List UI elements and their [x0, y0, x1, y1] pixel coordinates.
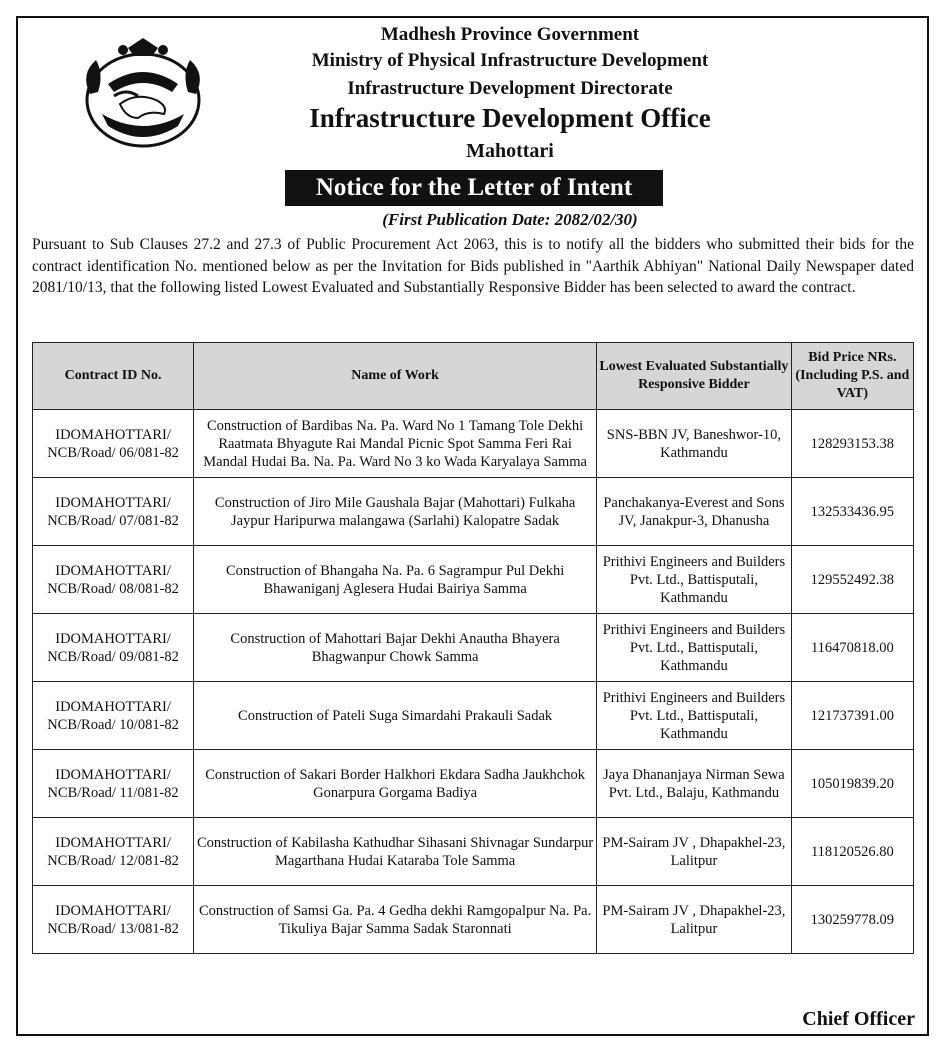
bid-price-cell: 129552492.38 — [791, 546, 913, 614]
work-name-cell: Construction of Jiro Mile Gaushala Bajar (Mahottari) Fulkaha Jaypur Haripurwa malangawa (Sarlahi) Kalopatre Sadak — [194, 478, 597, 546]
table-row — [33, 410, 914, 478]
header-bidder: Lowest Evaluated Substantially Responsive Bidder — [597, 343, 792, 410]
work-name-cell: Construction of Pateli Suga Simardahi Prakauli Sadak — [194, 682, 597, 750]
work-name-cell: Construction of Bardibas Na. Pa. Ward No 1 Tamang Tole Dekhi Raatmata Bhyagute Rai Mandal Picnic Spot Samma Feri Rai Mandal Hudai Ba. Na. Pa. Ward No 3 ko Wada Karyalaya Samma — [194, 410, 597, 478]
district-heading: Mahottari — [466, 140, 554, 162]
table-row — [33, 886, 914, 954]
bidder-cell: Prithivi Engineers and Builders Pvt. Ltd., Battisputali, Kathmandu — [597, 546, 792, 614]
office-heading: Infrastructure Development Office — [309, 103, 711, 133]
bidder-cell: Prithivi Engineers and Builders Pvt. Ltd., Battisputali, Kathmandu — [597, 614, 792, 682]
contract-id-cell: IDOMAHOTTARI/ NCB/Road/ 10/081-82 — [33, 682, 194, 750]
bidder-cell: PM-Sairam JV , Dhapakhel-23, Lalitpur — [597, 818, 792, 886]
work-name-cell: Construction of Samsi Ga. Pa. 4 Gedha dekhi Ramgopalpur Na. Pa. Tikuliya Bajar Samma Sadak Staronnati — [194, 886, 597, 954]
bid-award-table — [32, 342, 914, 954]
header-name-of-work: Name of Work — [194, 343, 597, 410]
contract-id-cell: IDOMAHOTTARI/ NCB/Road/ 13/081-82 — [33, 886, 194, 954]
bid-price-cell: 128293153.38 — [791, 410, 913, 478]
table-row — [33, 682, 914, 750]
work-name-cell: Construction of Sakari Border Halkhori Ekdara Sadha Jaukhchok Gonarpura Gorgama Badiya — [194, 750, 597, 818]
bidder-cell: SNS-BBN JV, Baneshwor-10, Kathmandu — [597, 410, 792, 478]
header-bid-price: Bid Price NRs. (Including P.S. and VAT) — [791, 343, 913, 410]
chief-officer-signoff: Chief Officer — [802, 1008, 915, 1030]
directorate-heading: Infrastructure Development Directorate — [347, 78, 673, 99]
bid-price-cell: 118120526.80 — [791, 818, 913, 886]
bidder-cell: PM-Sairam JV , Dhapakhel-23, Lalitpur — [597, 886, 792, 954]
bid-price-cell: 132533436.95 — [791, 478, 913, 546]
work-name-cell: Construction of Bhangaha Na. Pa. 6 Sagrampur Pul Dekhi Bhawaniganj Aglesera Hudai Bairiya Samma — [194, 546, 597, 614]
notice-title-banner: Notice for the Letter of Intent — [285, 170, 663, 206]
work-name-cell: Construction of Kabilasha Kathudhar Sihasani Shivnagar Sundarpur Magarthana Hudai Kataraba Tole Samma — [194, 818, 597, 886]
contract-id-cell: IDOMAHOTTARI/ NCB/Road/ 09/081-82 — [33, 614, 194, 682]
publication-date: (First Publication Date: 2082/02/30) — [382, 210, 638, 229]
bidder-cell: Panchakanya-Everest and Sons JV, Janakpur-3, Dhanusha — [597, 478, 792, 546]
province-government-heading: Madhesh Province Government — [380, 24, 640, 45]
bid-price-cell: 116470818.00 — [791, 614, 913, 682]
contract-id-cell: IDOMAHOTTARI/ NCB/Road/ 11/081-82 — [33, 750, 194, 818]
work-name-cell: Construction of Mahottari Bajar Dekhi Anautha Bhayera Bhagwanpur Chowk Samma — [194, 614, 597, 682]
table-row — [33, 478, 914, 546]
contract-id-cell: IDOMAHOTTARI/ NCB/Road/ 08/081-82 — [33, 546, 194, 614]
table-row — [33, 614, 914, 682]
contract-id-cell: IDOMAHOTTARI/ NCB/Road/ 12/081-82 — [33, 818, 194, 886]
table-header-row — [33, 343, 914, 410]
government-emblem-icon — [68, 34, 218, 154]
contract-id-cell: IDOMAHOTTARI/ NCB/Road/ 07/081-82 — [33, 478, 194, 546]
contract-id-cell: IDOMAHOTTARI/ NCB/Road/ 06/081-82 — [33, 410, 194, 478]
bidder-cell: Prithivi Engineers and Builders Pvt. Ltd., Battisputali, Kathmandu — [597, 682, 792, 750]
bid-price-cell: 130259778.09 — [791, 886, 913, 954]
bidder-cell: Jaya Dhananjaya Nirman Sewa Pvt. Ltd., Balaju, Kathmandu — [597, 750, 792, 818]
ministry-heading: Ministry of Physical Infrastructure Development — [311, 50, 709, 71]
bid-price-cell: 105019839.20 — [791, 750, 913, 818]
table-row — [33, 546, 914, 614]
notice-paragraph: Pursuant to Sub Clauses 27.2 and 27.3 of Public Procurement Act 2063, this is to notify all the bidders who submitted their bids for the contract identification No. mentioned below as per the Invitation for Bids published in "Aarthik Abhiyan" National Daily Newspaper dated 2081/10/13, that the following listed Lowest Evaluated and Substantially Responsive Bidder has been selected to award the contract. — [32, 236, 914, 297]
header-contract-id: Contract ID No. — [33, 343, 194, 410]
table-row — [33, 818, 914, 886]
bid-price-cell: 121737391.00 — [791, 682, 913, 750]
table-row — [33, 750, 914, 818]
